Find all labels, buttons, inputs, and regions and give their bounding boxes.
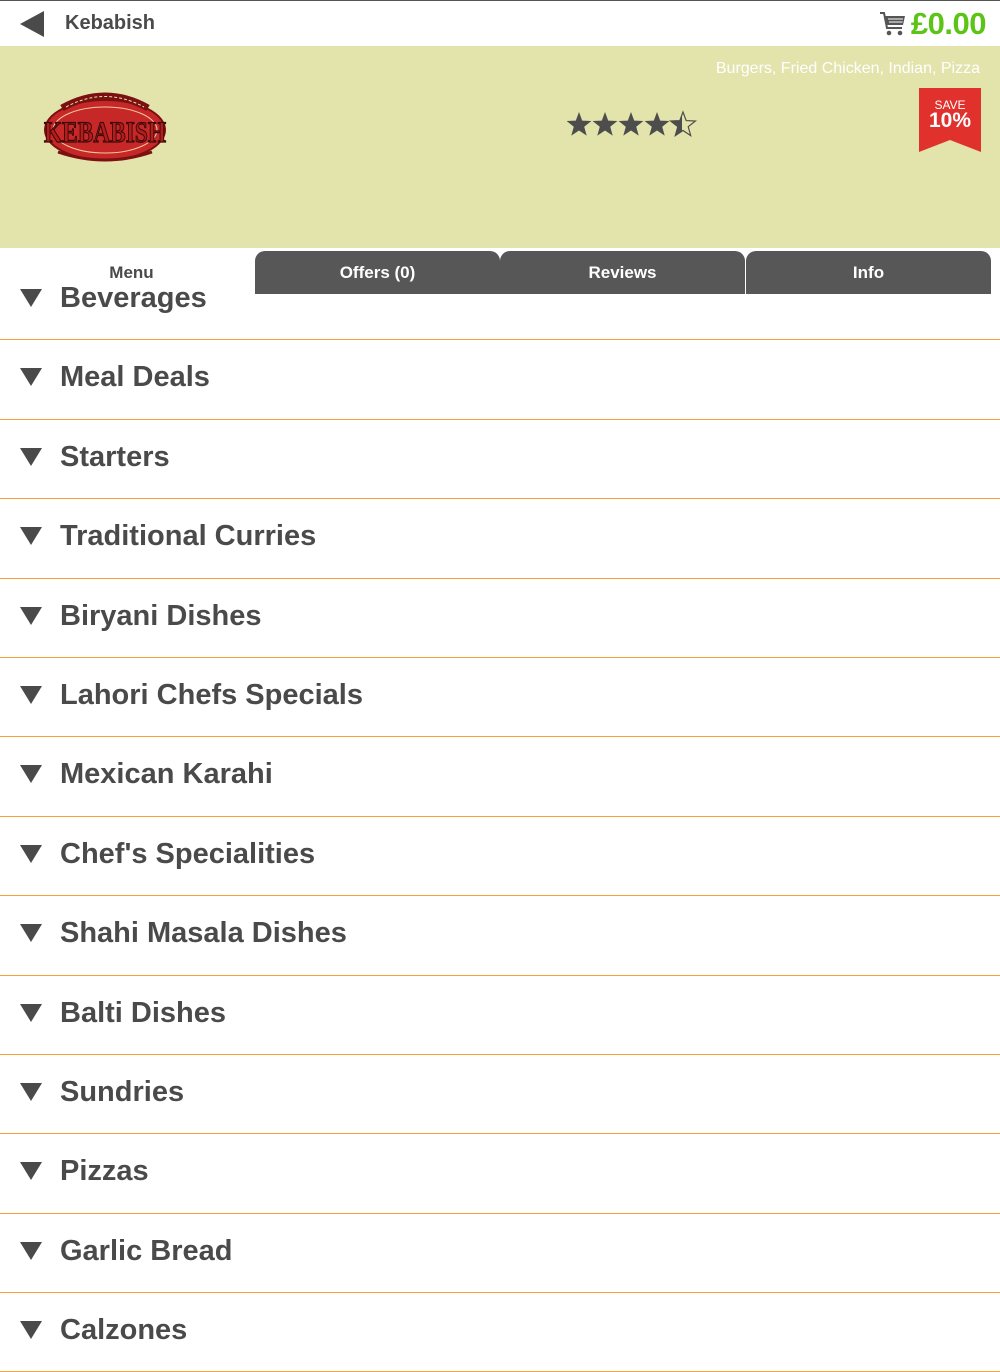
category-row-garlic-bread[interactable] bbox=[0, 1214, 1000, 1293]
triangle-down-icon bbox=[20, 1004, 42, 1022]
category-label: Starters bbox=[60, 440, 170, 473]
tab-menu[interactable]: Menu bbox=[9, 251, 254, 294]
category-label: Traditional Curries bbox=[60, 520, 317, 553]
category-row-beverages[interactable] bbox=[0, 261, 1000, 340]
triangle-down-icon bbox=[20, 765, 42, 783]
cart-icon bbox=[879, 11, 907, 37]
cart-button[interactable] bbox=[879, 5, 986, 43]
rating-stars bbox=[566, 110, 698, 140]
triangle-down-icon bbox=[20, 1321, 42, 1339]
category-row-biryani-dishes[interactable] bbox=[0, 579, 1000, 658]
category-label: Balti Dishes bbox=[60, 996, 226, 1029]
back-arrow-icon[interactable] bbox=[20, 11, 46, 37]
category-row-starters[interactable] bbox=[0, 420, 1000, 499]
triangle-down-icon bbox=[20, 1242, 42, 1260]
category-label: Garlic Bread bbox=[60, 1234, 233, 1267]
category-label: Shahi Masala Dishes bbox=[60, 917, 347, 950]
tab-info[interactable]: Info bbox=[746, 251, 991, 294]
category-row-chefs-specialities[interactable] bbox=[0, 817, 1000, 896]
cart-total: £0.00 bbox=[910, 6, 986, 41]
triangle-down-icon bbox=[20, 448, 42, 466]
svg-text:KEBABISH: KEBABISH bbox=[44, 116, 166, 149]
triangle-down-icon bbox=[20, 1083, 42, 1101]
category-label: Sundries bbox=[60, 1075, 185, 1108]
category-row-balti-dishes[interactable] bbox=[0, 976, 1000, 1055]
category-label: Calzones bbox=[60, 1314, 188, 1347]
category-row-pizzas[interactable] bbox=[0, 1134, 1000, 1213]
save-percent: 10% bbox=[928, 109, 972, 132]
category-label: Biryani Dishes bbox=[60, 599, 262, 632]
category-label: Meal Deals bbox=[60, 361, 210, 394]
triangle-down-icon bbox=[20, 845, 42, 863]
star-icon bbox=[619, 112, 644, 136]
tab-reviews[interactable]: Reviews bbox=[500, 251, 745, 294]
category-row-sundries[interactable] bbox=[0, 1055, 1000, 1134]
triangle-down-icon bbox=[20, 686, 42, 704]
save-label: SAVE bbox=[934, 98, 966, 112]
category-row-lahori-chefs-specials[interactable] bbox=[0, 658, 1000, 737]
menu-category-list bbox=[0, 261, 1000, 1372]
category-row-mexican-karahi[interactable] bbox=[0, 737, 1000, 816]
page-title: Kebabish bbox=[65, 12, 156, 34]
triangle-down-icon bbox=[20, 607, 42, 625]
category-label: Mexican Karahi bbox=[60, 758, 273, 791]
triangle-down-icon bbox=[20, 289, 42, 307]
star-outline-icon bbox=[671, 112, 696, 136]
category-row-meal-deals[interactable] bbox=[0, 340, 1000, 419]
category-label: Beverages bbox=[60, 282, 207, 314]
restaurant-header bbox=[0, 46, 1000, 282]
triangle-down-icon bbox=[20, 1162, 42, 1180]
triangle-down-icon bbox=[20, 368, 42, 386]
category-label: Lahori Chefs Specials bbox=[60, 678, 363, 711]
category-row-calzones[interactable] bbox=[0, 1293, 1000, 1372]
category-row-traditional-curries[interactable] bbox=[0, 499, 1000, 578]
discount-badge bbox=[919, 88, 981, 154]
triangle-down-icon bbox=[20, 924, 42, 942]
category-row-shahi-masala-dishes[interactable] bbox=[0, 896, 1000, 975]
category-label: Chef's Specialities bbox=[60, 837, 316, 870]
star-icon bbox=[567, 112, 592, 136]
restaurant-logo bbox=[40, 86, 170, 164]
cuisine-list: Burgers, Fried Chicken, Indian, Pizza bbox=[715, 60, 980, 77]
top-bar bbox=[0, 0, 1000, 46]
tab-offers[interactable]: Offers (0) bbox=[255, 251, 500, 294]
star-icon bbox=[593, 112, 618, 136]
triangle-down-icon bbox=[20, 527, 42, 545]
star-icon bbox=[645, 112, 670, 136]
category-label: Pizzas bbox=[60, 1155, 149, 1188]
